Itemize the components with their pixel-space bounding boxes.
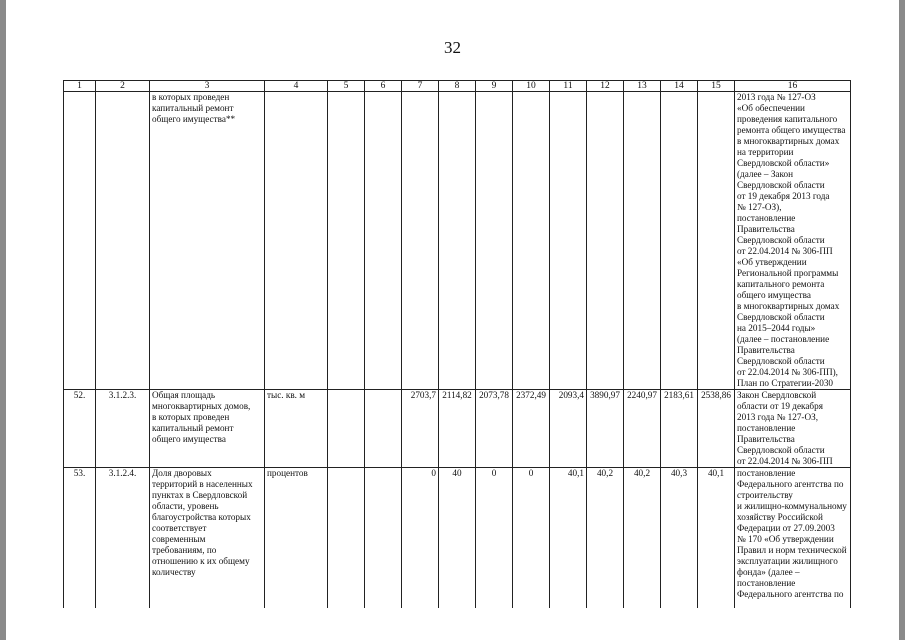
value-cell-7: 0 <box>402 468 439 608</box>
indicator-name-line: отношению к их общему <box>152 556 250 566</box>
indicator-name-line: территорий в населенных <box>152 479 253 489</box>
indicator-code <box>96 92 150 390</box>
legal-source-line: в многоквартирных домах <box>737 136 840 146</box>
legal-source-line: № 170 «Об утверждении <box>737 534 834 544</box>
legal-source-line: «Об обеспечении <box>737 103 805 113</box>
value-cell-14: 2183,61 <box>661 390 698 468</box>
legal-source-line: в многоквартирных домах <box>737 301 840 311</box>
value-cell-11 <box>550 92 587 390</box>
table-row <box>64 390 851 468</box>
row-number <box>64 92 96 390</box>
value-cell-6 <box>365 92 402 390</box>
value-cell-13: 2240,97 <box>624 390 661 468</box>
value-cell-9 <box>476 92 513 390</box>
indicator-name-line: общего имущества** <box>152 114 236 124</box>
value-cell-12: 3890,97 <box>587 390 624 468</box>
column-number-8: 8 <box>439 81 476 92</box>
legal-source-line: 2013 года № 127-ОЗ <box>737 92 816 102</box>
value-cell-11: 2093,4 <box>550 390 587 468</box>
indicator-name-line: соответствует <box>152 523 207 533</box>
value-cell-11: 40,1 <box>550 468 587 608</box>
value-cell-6 <box>365 468 402 608</box>
value-cell-10 <box>513 92 550 390</box>
legal-source-line: (далее – постановление <box>737 334 830 344</box>
legal-source-line: Закон Свердловской <box>737 390 817 400</box>
column-number-3: 3 <box>150 81 265 92</box>
legal-source-line: проведения капитального <box>737 114 838 124</box>
value-cell-12 <box>587 92 624 390</box>
legal-source-line: постановление <box>737 468 796 478</box>
legal-source-line: капитального ремонта <box>737 279 825 289</box>
indicator-name-line: Доля дворовых <box>152 468 212 478</box>
indicator-name-line: требованиям, по <box>152 545 217 555</box>
value-cell-5 <box>328 92 365 390</box>
legal-source-line: общего имущества <box>737 290 811 300</box>
legal-source-line: строительству <box>737 490 793 500</box>
legal-source-line: области от 19 декабря <box>737 401 823 411</box>
legal-source-line: от 22.04.2014 № 306-ПП <box>737 456 833 466</box>
legal-source-line: эксплуатации жилищного <box>737 556 838 566</box>
legal-source-line: Федерального агентства по <box>737 589 844 599</box>
column-number-7: 7 <box>402 81 439 92</box>
value-cell-7: 2703,7 <box>402 390 439 468</box>
value-cell-8: 40 <box>439 468 476 608</box>
legal-source-line: хозяйству Российской <box>737 512 823 522</box>
row-number: 53. <box>64 468 96 608</box>
value-cell-7 <box>402 92 439 390</box>
value-cell-14 <box>661 92 698 390</box>
legal-source-line: Свердловской области <box>737 235 825 245</box>
column-number-16: 16 <box>735 81 851 92</box>
column-number-9: 9 <box>476 81 513 92</box>
column-number-5: 5 <box>328 81 365 92</box>
column-number-4: 4 <box>265 81 328 92</box>
value-cell-9: 0 <box>476 468 513 608</box>
legal-source-line: Свердловской области <box>737 180 825 190</box>
indicator-name-line: пунктах в Свердловской <box>152 490 248 500</box>
legal-source-line: План по Стратегии-2030 <box>737 378 834 388</box>
legal-source-line: Региональной программы <box>737 268 839 278</box>
indicator-name-line: многоквартирных домов, <box>152 401 251 411</box>
column-number-13: 13 <box>624 81 661 92</box>
indicators-table <box>63 80 851 608</box>
indicator-code: 3.1.2.3. <box>96 390 150 468</box>
column-number-2: 2 <box>96 81 150 92</box>
legal-source-line: 2013 года № 127-ОЗ, <box>737 412 819 422</box>
column-number-15: 15 <box>698 81 735 92</box>
value-cell-8: 2114,82 <box>439 390 476 468</box>
indicator-name-line: общего имущества <box>152 434 226 444</box>
legal-source-line: на 2015–2044 годы» <box>737 323 816 333</box>
legal-source-line: постановление <box>737 213 796 223</box>
legal-source-line: фонда» (далее – <box>737 567 800 577</box>
value-cell-10: 2372,49 <box>513 390 550 468</box>
value-cell-14: 40,3 <box>661 468 698 608</box>
legal-source-line: Правительства <box>737 224 795 234</box>
indicator-name <box>150 390 265 468</box>
legal-source-line: постановление <box>737 423 796 433</box>
legal-source-line: от 19 декабря 2013 года <box>737 191 830 201</box>
legal-source-line: № 127-ОЗ), <box>737 202 782 212</box>
page-number: 32 <box>444 38 461 57</box>
legal-source-line: Свердловской области» <box>737 158 830 168</box>
legal-source-line: от 22.04.2014 № 306-ПП <box>737 246 833 256</box>
value-cell-5 <box>328 468 365 608</box>
column-number-14: 14 <box>661 81 698 92</box>
value-cell-15: 2538,86 <box>698 390 735 468</box>
column-number-12: 12 <box>587 81 624 92</box>
indicator-name-line: области, уровень <box>152 501 219 511</box>
indicator-name <box>150 92 265 390</box>
value-cell-8 <box>439 92 476 390</box>
indicator-name-line: количеству <box>152 567 196 577</box>
indicator-name-line: капитальный ремонт <box>152 423 234 433</box>
indicator-name-line: в которых проведен <box>152 92 230 102</box>
legal-source-line: (далее – Закон <box>737 169 794 179</box>
column-number-1: 1 <box>64 81 96 92</box>
legal-source-line: Правил и норм технической <box>737 545 847 555</box>
value-cell-15 <box>698 92 735 390</box>
legal-source-line: Федерации от 27.09.2003 <box>737 523 835 533</box>
column-number-11: 11 <box>550 81 587 92</box>
value-cell-13: 40,2 <box>624 468 661 608</box>
indicator-name-line: современным <box>152 534 206 544</box>
legal-source-line: и жилищно-коммунальному <box>737 501 847 511</box>
legal-source <box>735 390 851 468</box>
value-cell-12: 40,2 <box>587 468 624 608</box>
legal-source-line: Правительства <box>737 434 795 444</box>
indicator-name-line: в которых проведен <box>152 412 230 422</box>
indicator-name-line: Общая площадь <box>152 390 216 400</box>
legal-source-line: Правительства <box>737 345 795 355</box>
value-cell-15: 40,1 <box>698 468 735 608</box>
legal-source <box>735 468 851 608</box>
legal-source-line: Свердловской области <box>737 445 825 455</box>
legal-source-line: «Об утверждении <box>737 257 807 267</box>
legal-source-line: на территории <box>737 147 794 157</box>
value-cell-6 <box>365 390 402 468</box>
indicator-name-line: благоустройства которых <box>152 512 251 522</box>
legal-source-line: от 22.04.2014 № 306-ПП), <box>737 367 838 377</box>
table-row <box>64 92 851 390</box>
unit-of-measure: тыс. кв. м <box>265 390 328 468</box>
value-cell-13 <box>624 92 661 390</box>
column-number-10: 10 <box>513 81 550 92</box>
column-number-row <box>64 81 851 92</box>
indicator-code: 3.1.2.4. <box>96 468 150 608</box>
indicator-name-line: капитальный ремонт <box>152 103 234 113</box>
unit-of-measure <box>265 92 328 390</box>
legal-source-line: Свердловской области <box>737 312 825 322</box>
legal-source-line: ремонта общего имущества <box>737 125 846 135</box>
value-cell-9: 2073,78 <box>476 390 513 468</box>
indicator-name <box>150 468 265 608</box>
table-row <box>64 468 851 608</box>
value-cell-10: 0 <box>513 468 550 608</box>
legal-source <box>735 92 851 390</box>
value-cell-5 <box>328 390 365 468</box>
row-number: 52. <box>64 390 96 468</box>
legal-source-line: Федерального агентства по <box>737 479 844 489</box>
unit-of-measure: процентов <box>265 468 328 608</box>
legal-source-line: Свердловской области <box>737 356 825 366</box>
column-number-6: 6 <box>365 81 402 92</box>
legal-source-line: постановление <box>737 578 796 588</box>
